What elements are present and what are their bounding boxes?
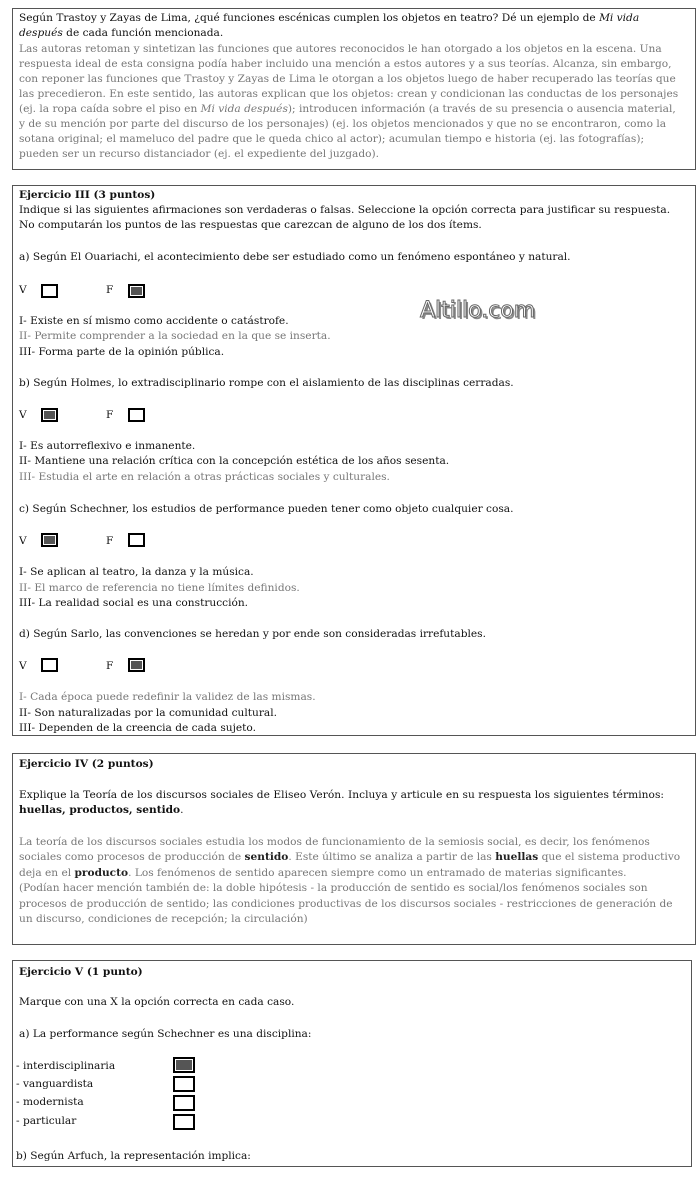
answer-line: Las autoras retoman y sintetizan las funciones que autores reconocidos le han otorgado a los objetos en la escena. Una	[19, 43, 662, 55]
f-label: F	[106, 535, 114, 547]
answer-line: las precedieron. En este sentido, las autoras explican que los objetos: crean y condicionan las conductas de los personajes	[19, 88, 679, 100]
option-ii: II- El marco de referencia no tiene límites definidos.	[19, 582, 300, 594]
answer-bold: sentido	[244, 851, 289, 863]
section-ejercicio-5	[12, 960, 692, 1167]
title-italic-2: después	[19, 27, 63, 39]
question-part-2: de cada función mencionada.	[62, 27, 224, 39]
ej3-instructions: Indique si las siguientes afirmaciones son verdaderas o falsas. Seleccione la opción correcta para justificar su respuesta.	[19, 204, 671, 216]
answer-bold: producto	[74, 867, 129, 879]
ej4-title	[19, 757, 154, 772]
checkbox-f[interactable]	[128, 658, 145, 672]
answer-line: un discurso, condiciones de recepción; la circulación)	[19, 913, 308, 925]
option-i: I- Es autorreflexivo e inmanente.	[19, 440, 196, 452]
checkbox-f[interactable]	[128, 284, 145, 298]
section-question-objetos	[12, 8, 696, 170]
option-iii: III- Estudia el arte en relación a otras prácticas sociales y culturales.	[19, 471, 390, 483]
question-text	[19, 11, 639, 26]
answer-part: que el sistema productivo	[538, 851, 681, 863]
question-d: d) Según Sarlo, las convenciones se heredan y por ende son consideradas irrefutables.	[19, 628, 486, 640]
answer-part: sociales como procesos de producción de	[19, 851, 245, 863]
f-label: F	[106, 284, 114, 296]
answer-line: La teoría de los discursos sociales estudia los modos de funcionamiento de la semiosis social, es decir, los fenómenos	[19, 836, 650, 848]
answer-line: (Podían hacer mención también de: la doble hipótesis - la producción de sentido es social/los fenómenos sociales son	[19, 882, 648, 894]
checkbox-f[interactable]	[128, 408, 145, 422]
answer-part: . Los fenómenos de sentido aparecen siempre como un entramado de materias significantes.	[128, 867, 627, 879]
terms-end: .	[180, 804, 184, 816]
answer-line	[19, 102, 676, 117]
answer-line: pueden ser un recurso distanciador (ej. el expediente del juzgado).	[19, 148, 379, 160]
ej4-question-terms	[19, 803, 184, 818]
terms-bold: huellas, productos, sentido	[19, 804, 181, 816]
option-iii: III- Forma parte de la opinión pública.	[19, 346, 225, 358]
checkbox-v[interactable]	[41, 658, 58, 672]
answer-part: deja en el	[19, 867, 75, 879]
ej3-title	[19, 188, 155, 203]
answer-bold: huellas	[495, 851, 539, 863]
ej5-question-a: a) La performance según Schechner es una disciplina:	[19, 1028, 312, 1040]
option-i: I- Existe en sí mismo como accidente o catástrofe.	[19, 315, 289, 327]
option-interdisciplinaria: - interdisciplinaria	[16, 1060, 116, 1072]
option-vanguardista: - vanguardista	[16, 1078, 94, 1090]
answer-line: con reponer las funciones que Trastoy y Zayas de Lima le otorgan a los objetos luego de haber recuperado las teorías que	[19, 73, 676, 85]
v-label: V	[19, 535, 27, 547]
ej5-title-text: Ejercicio V (1 punto)	[19, 966, 143, 978]
f-label: F	[106, 409, 114, 421]
checkbox-vanguardista[interactable]	[173, 1076, 195, 1092]
v-label: V	[19, 660, 27, 672]
v-label: V	[19, 284, 27, 296]
section-ejercicio-3	[12, 185, 696, 736]
checkbox-v[interactable]	[41, 533, 58, 547]
option-i: I- Cada época puede redefinir la validez de las mismas.	[19, 691, 316, 703]
answer-line: y de su mención por parte del discurso de los personajes) (ej. los objetos mencionados y que no se encontraron, como la	[19, 118, 667, 130]
option-modernista: - modernista	[16, 1096, 84, 1108]
answer-line: sotana original; el mameluco del padre que le queda chico al actor); acumulan tiempo e historia (ej. las fotografías);	[19, 133, 645, 145]
option-iii: III- Dependen de la creencia de cada sujeto.	[19, 722, 256, 734]
checkbox-f[interactable]	[128, 533, 145, 547]
option-ii: II- Son naturalizadas por la comunidad cultural.	[19, 707, 277, 719]
section-ejercicio-4	[12, 753, 696, 945]
ej5-instructions: Marque con una X la opción correcta en cada caso.	[19, 996, 295, 1008]
option-i: I- Se aplican al teatro, la danza y la música.	[19, 566, 254, 578]
question-text-2	[19, 26, 223, 41]
checkbox-v[interactable]	[41, 284, 58, 298]
answer-part: . Este último se analiza a partir de las	[288, 851, 496, 863]
option-ii: II- Permite comprender a la sociedad en la que se inserta.	[19, 330, 331, 342]
checkbox-v[interactable]	[41, 408, 58, 422]
answer-line: procesos de producción de sentido; las condiciones productivas de los discursos sociales - restricciones de generación de	[19, 898, 673, 910]
answer-line: respuesta ideal de esta consigna podía haber incluido una mención a estos autores y a sus teorías. Alcanza, sin embargo,	[19, 58, 672, 70]
question-part: Según Trastoy y Zayas de Lima, ¿qué funciones escénicas cumplen los objetos en teatro? Dé un ejemplo de	[19, 12, 600, 24]
question-c: c) Según Schechner, los estudios de performance pueden tener como objeto cualquier cosa.	[19, 503, 514, 515]
v-label: V	[19, 409, 27, 421]
checkbox-modernista[interactable]	[173, 1095, 195, 1111]
answer-line	[19, 850, 680, 865]
ej3-instructions-2: No computarán los puntos de las respuestas que carezcan de alguno de los dos ítems.	[19, 219, 482, 231]
ej5-title	[19, 965, 143, 980]
f-label: F	[106, 660, 114, 672]
option-iii: III- La realidad social es una construcción.	[19, 597, 249, 609]
answer-part: (ej. la ropa caída sobre el piso en	[19, 103, 201, 115]
option-particular: - particular	[16, 1115, 77, 1127]
title-italic: Mi vida	[599, 12, 640, 24]
question-a: a) Según El Ouariachi, el acontecimiento debe ser estudiado como un fenómeno espontáneo y natural.	[19, 251, 571, 263]
question-b: b) Según Holmes, lo extradisciplinario rompe con el aislamiento de las disciplinas cerradas.	[19, 377, 514, 389]
answer-italic: Mi vida después	[200, 103, 288, 115]
checkbox-particular[interactable]	[173, 1114, 195, 1130]
checkbox-interdisciplinaria[interactable]	[173, 1057, 195, 1073]
watermark-logo: Altillo.com	[420, 298, 536, 323]
answer-line	[19, 866, 627, 881]
ej4-title-text: Ejercicio IV (2 puntos)	[19, 758, 154, 770]
ej5-question-b: b) Según Arfuch, la representación implica:	[16, 1150, 251, 1162]
ej3-title-text: Ejercicio III (3 puntos)	[19, 189, 156, 201]
option-ii: II- Mantiene una relación crítica con la concepción estética de los años sesenta.	[19, 455, 450, 467]
ej4-question: Explique la Teoría de los discursos sociales de Eliseo Verón. Incluya y articule en su respuesta los siguientes términos:	[19, 789, 665, 801]
answer-part: ); introducen información (a través de su presencia o ausencia material,	[287, 103, 676, 115]
